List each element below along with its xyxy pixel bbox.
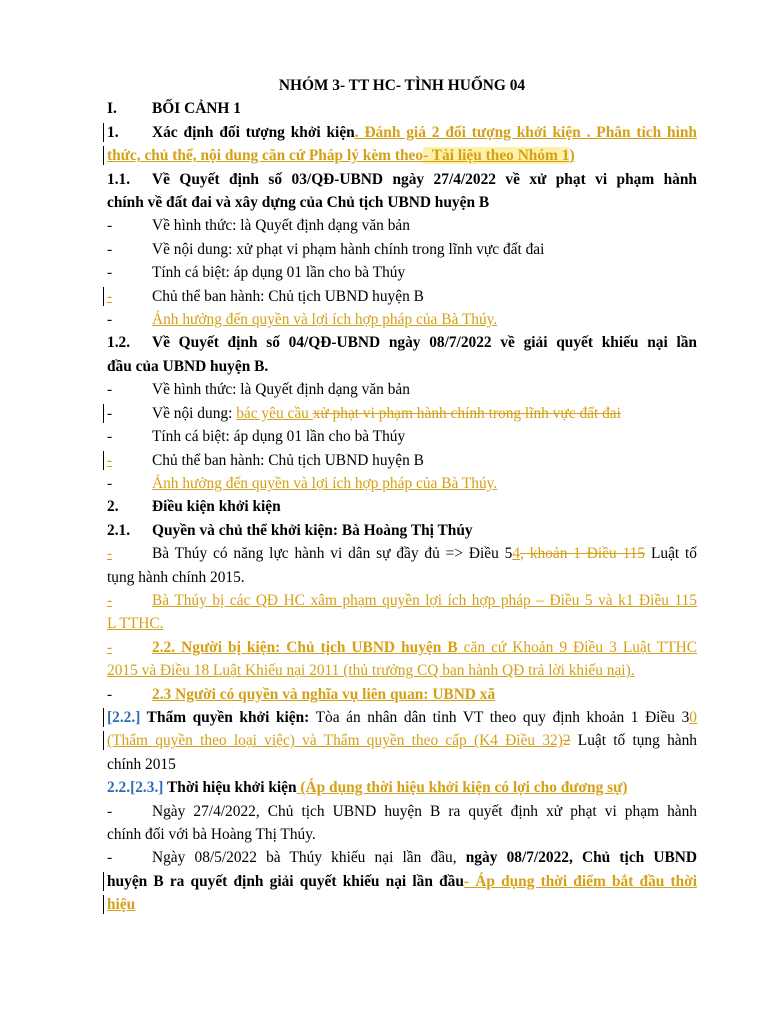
dash: -: [107, 545, 113, 563]
item-text: Xác định đối tượng khởi kiện: [152, 123, 355, 141]
paragraph-limitation-heading: [107, 776, 697, 799]
list-text: Về nội dung: xử phạt vi phạm hành chính trong lĩnh vực đất đai: [152, 240, 545, 258]
item-1-line-2: [107, 144, 697, 167]
subsection-title: Quyền và chủ thể khởi kiện: Bà Hoàng Thị Thúy: [152, 521, 473, 539]
paragraph-timeline-2-line-1: [107, 846, 697, 869]
item-1-line-1: [107, 121, 697, 144]
numbering-tag: 2.2.[2.3.]: [107, 779, 164, 797]
subsection-text: Về Quyết định số 03/QĐ-UBND ngày 27/4/2022 về xử phạt vi phạm hành: [152, 170, 697, 188]
paragraph-text-bold: ngày 08/7/2022, Chủ tịch UBND: [465, 849, 697, 867]
tracked-insertion: Ảnh hưởng đến quyền và lợi ích hợp pháp của Bà Thúy.: [152, 311, 498, 329]
dash: -: [107, 404, 113, 422]
tracked-insertion: bác yêu cầu: [236, 404, 313, 422]
dash: -: [107, 802, 113, 820]
change-bar: [103, 146, 104, 165]
item-number: 1.: [107, 123, 119, 141]
dash: -: [107, 591, 113, 609]
tracked-insertion: hiệu: [107, 896, 136, 914]
document-page: [107, 74, 697, 917]
tracked-insertion: 2.2. Người bị kiện: Chủ tịch UBND huyện B: [152, 638, 458, 656]
dash: -: [107, 474, 113, 492]
list-item: [107, 238, 697, 261]
dash: -: [107, 428, 113, 446]
change-bar: [103, 731, 104, 750]
section-heading-1: [107, 97, 697, 120]
list-item: [107, 449, 697, 472]
paragraph-timeline-2-line-2: [107, 870, 697, 893]
section-title: BỐI CẢNH 1: [152, 100, 241, 118]
change-bar: [103, 708, 104, 727]
subsection-1-1-line-1: [107, 168, 697, 191]
paragraph-capacity-line-2: tụng hành chính 2015.: [107, 568, 245, 586]
subsection-number: 1.1.: [107, 170, 131, 188]
tracked-deletion: , khoản 1 Điều 115: [520, 545, 646, 563]
paragraph-label: Thẩm quyền khởi kiện:: [140, 708, 310, 726]
tracked-insertion: L TTHC.: [107, 615, 164, 633]
list-text: Chủ thể ban hành: Chủ tịch UBND huyện B: [152, 451, 424, 469]
tracked-insertion: 2.3 Người có quyền và nghĩa vụ liên quan: UBND xã: [152, 685, 496, 703]
list-item: [107, 308, 697, 331]
tracked-insertion-highlight: - Tài liệu theo Nhóm 1: [423, 147, 570, 165]
paragraph-capacity-line-1: [107, 542, 697, 565]
subsection-1-1-line-2: chính về đất đai và xây dựng của Chủ tịch UBND huyện B: [107, 194, 490, 212]
subsection-number: 2.1.: [107, 521, 131, 539]
change-bar: [103, 287, 104, 306]
subsection-2-1: [107, 519, 697, 542]
tracked-insertion: căn cứ Khoản 9 Điều 3 Luật TTHC: [457, 638, 697, 656]
tracked-insertion: 2015 và Điều 18 Luật Khiếu nại 2011 (thủ trưởng CQ ban hành QĐ trả lời khiếu nại).: [107, 662, 635, 680]
paragraph-text: Ngày 27/4/2022, Chủ tịch UBND huyện B ra quyết định xử phạt vi phạm hành: [152, 802, 697, 820]
list-text: Về hình thức: là Quyết định dạng văn bản: [152, 217, 410, 235]
tracked-deletion: 2: [562, 732, 571, 750]
section-title: Điều kiện khởi kiện: [152, 498, 281, 516]
dash: -: [107, 287, 113, 305]
paragraph-text: Tòa án nhân dân tỉnh VT theo quy định khoản 1 Điều 3: [309, 708, 690, 726]
tracked-insertion: Ảnh hưởng đến quyền và lợi ích hợp pháp của Bà Thúy.: [152, 474, 498, 492]
tracked-insertion: ): [569, 147, 575, 165]
dash: -: [107, 264, 113, 282]
list-item: [107, 472, 697, 495]
subsection-number: 1.2.: [107, 334, 131, 352]
paragraph-text: Bà Thúy có năng lực hành vi dân sự đầy đủ => Điều 5: [152, 545, 513, 563]
paragraph-related-party: [107, 683, 697, 706]
paragraph-text: Luật tố tụng hành: [570, 732, 697, 750]
document-title: NHÓM 3- TT HC- TÌNH HUỐNG 04: [278, 77, 526, 94]
tracked-insertion: (Áp dụng thời hiệu khởi kiện có lợi cho đương sự): [296, 779, 628, 797]
subsection-1-2-line-1: [107, 331, 697, 354]
tracked-deletion: xử phạt vi phạm hành chính trong lĩnh vực đất đai: [312, 404, 621, 422]
paragraph-defendant-line-2: [107, 659, 697, 682]
list-item: [107, 214, 697, 237]
change-bar: [103, 451, 104, 470]
subsection-text: Về Quyết định số 04/QĐ-UBND ngày 08/7/2022 về giải quyết khiếu nại lần: [152, 334, 697, 352]
paragraph-text-bold: huyện B ra quyết định giải quyết khiếu nại lần đầu: [107, 872, 464, 890]
paragraph-jurisdiction-line-2: [107, 729, 697, 752]
paragraph-jurisdiction-line-1: [107, 706, 697, 729]
change-bar: [103, 123, 104, 142]
subsection-1-2-line-2: đầu của UBND huyện B.: [107, 357, 269, 375]
paragraph-timeline-1-line-2: chính đối với bà Hoàng Thị Thúy.: [107, 826, 316, 843]
paragraph-rights-line-2: [107, 612, 697, 635]
list-item: [107, 285, 697, 308]
tracked-insertion: 4: [512, 545, 521, 563]
list-text: Về nội dung:: [152, 404, 237, 422]
dash: -: [107, 217, 113, 235]
section-number: 2.: [107, 498, 119, 516]
numbering-tag: [2.2.]: [107, 708, 141, 726]
tracked-insertion: (Thẩm quyền theo loại việc) và Thẩm quyền theo cấp (K4 Điều 32): [107, 732, 563, 750]
paragraph-text: Luật tố: [645, 545, 697, 563]
change-bar: [103, 872, 104, 891]
paragraph-jurisdiction-line-3: chính 2015: [107, 755, 176, 773]
list-text: Tính cá biệt: áp dụng 01 lần cho bà Thúy: [152, 428, 406, 446]
list-text: Tính cá biệt: áp dụng 01 lần cho bà Thúy: [152, 264, 406, 282]
dash: -: [107, 240, 113, 258]
section-heading-2: [107, 495, 697, 518]
tracked-insertion: - Áp dụng thời điểm bắt đầu thời: [463, 872, 697, 890]
paragraph-timeline-2-line-3: [107, 893, 697, 916]
dash: -: [107, 685, 113, 703]
tracked-insertion: Bà Thúy bị các QĐ HC xâm phạm quyền lợi ích hợp pháp – Điều 5 và k1 Điều 115: [152, 591, 697, 609]
paragraph-timeline-1-line-1: [107, 800, 697, 823]
list-text: Về hình thức: là Quyết định dạng văn bản: [152, 381, 410, 399]
list-item: [107, 425, 697, 448]
tracked-insertion: 0: [689, 708, 697, 726]
dash: -: [107, 381, 113, 399]
section-number: I.: [107, 100, 117, 118]
list-item: [107, 261, 697, 284]
list-item: [107, 402, 697, 425]
paragraph-defendant-line-1: [107, 636, 697, 659]
change-bar: [103, 895, 104, 914]
list-text: Chủ thể ban hành: Chủ tịch UBND huyện B: [152, 287, 424, 305]
dash: -: [107, 638, 113, 656]
change-bar: [103, 404, 104, 423]
dash: -: [107, 311, 113, 329]
paragraph-label: Thời hiệu khởi kiện: [163, 779, 297, 797]
list-item: [107, 378, 697, 401]
tracked-insertion: . Đánh giá 2 đối tượng khởi kiện . Phân tích hình: [354, 123, 697, 141]
dash: -: [107, 849, 113, 867]
dash: -: [107, 451, 113, 469]
tracked-insertion: thức, chủ thể, nội dung căn cứ Pháp lý kèm theo: [107, 147, 424, 165]
paragraph-text: Ngày 08/5/2022 bà Thúy khiếu nại lần đầu,: [152, 849, 466, 867]
paragraph-rights-line-1: [107, 589, 697, 612]
